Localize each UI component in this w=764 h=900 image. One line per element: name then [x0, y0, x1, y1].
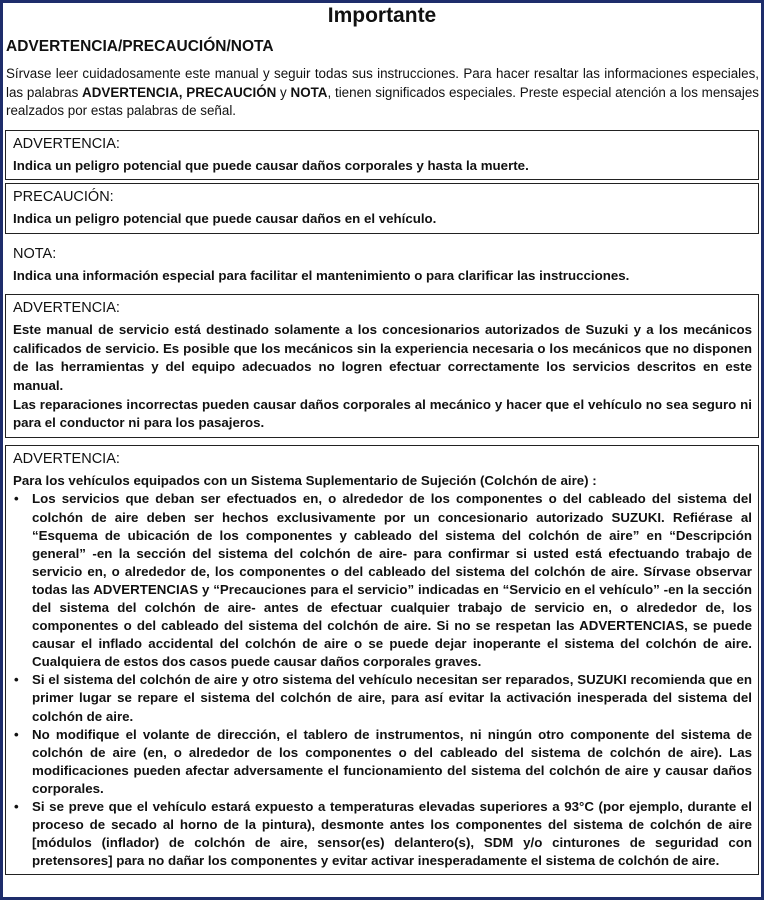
note-box: [5, 240, 759, 291]
box-text: Indica una información especial para facilitar el mantenimiento o para clarificar las instrucciones.: [13, 267, 630, 283]
list-item-text: No modifique el volante de dirección, el tablero de instrumentos, ni ningún otro componente del sistema de colchón de aire (en, o alrededor de los componentes o del cableado del sistema de colchón de aire). Las modificaciones pueden afectar adversamente el funcionamiento del sistema del colchón de aire y causar daños corporales.: [32, 726, 752, 796]
section-heading: ADVERTENCIA/PRECAUCIÓN/NOTA: [6, 38, 274, 55]
box-text: Indica un peligro potencial que puede causar daños en el vehículo.: [13, 211, 437, 227]
box-text: [13, 321, 752, 433]
list-item-text: Los servicios que deban ser efectuados en, o alrededor de los componentes o del cableado del sistema del colchón de aire deben ser hechos exclusivamente por un concesionario autorizado SUZUKI. Refiérase al “Esquema de ubicación de los componentes y cableado del sistema del colchón de aire” en “Descripción general” -en la sección del sistema del colchón de aire- para confirmar si usted está efectuando trabajo de servicio en, o alrededor de, los componentes o del cableado del sistema del colchón de aire. Sírvase observar todas las ADVERTENCIAS y “Precauciones para el servicio” indicadas en “Servicio en el vehículo” -en la sección del sistema del colchón de aire- antes de efectuar cualquier trabajo de servicio en, o alrededor de, los componentes o del cableado del sistema del colchón de aire. Si no se respetan las ADVERTENCIAS, se puede causar el inflado accidental del colchón de aire o se puede dejar inoperante el sistema del colchón de aire. Cualquiera de estos dos casos puede causar daños corporales graves.: [32, 491, 752, 670]
intro-keyword-nota: NOTA: [290, 84, 328, 100]
box-heading: ADVERTENCIA:: [13, 450, 120, 467]
bullet-icon: •: [14, 726, 19, 742]
box-heading: PRECAUCIÓN:: [13, 189, 114, 206]
intro-paragraph: [6, 65, 759, 121]
bullet-icon: •: [14, 799, 19, 815]
list-item: [13, 726, 752, 798]
list-item-text: Si el sistema del colchón de aire y otro sistema del vehículo necesitan ser reparados, SUZUKI recomienda que en primer lugar se repare el sistema del colchón de aire, para así evitar la activación inesperada del sistema del colchón de aire.: [32, 672, 752, 724]
box-heading: NOTA:: [13, 245, 57, 262]
box-heading: ADVERTENCIA:: [13, 300, 120, 317]
box-heading: ADVERTENCIA:: [13, 135, 120, 152]
intro-keywords: ADVERTENCIA, PRECAUCIÓN: [82, 84, 277, 100]
intro-text: Sírvase leer cuidadosamente este manual y seguir todas sus instrucciones. Para hacer resaltar las informaciones especiales, las palabras: [6, 66, 759, 100]
warning-box-manual: [5, 294, 759, 438]
page-title: Importante: [327, 4, 437, 27]
warning-box: [5, 130, 759, 181]
list-item: [13, 798, 752, 870]
box-paragraph: Este manual de servicio está destinado solamente a los concesionarios autorizados de Suzuki y a los mecánicos calificados de servicio. Es posible que los mecánicos sin la experiencia necesaria o los mecánicos que no disponen de las herramientas y del equipo adecuados no logren efectuar correctamente los servicios descritos en este manual.: [13, 322, 752, 394]
list-item: [13, 671, 752, 725]
bullet-icon: •: [14, 491, 19, 507]
box-paragraph: Las reparaciones incorrectas pueden causar daños corporales al mecánico y hacer que el vehículo no sea seguro ni para el conductor ni para los pasajeros.: [13, 396, 752, 431]
box-text: Indica un peligro potencial que puede causar daños corporales y hasta la muerte.: [13, 157, 529, 173]
bullet-icon: •: [14, 672, 19, 688]
caution-box: [5, 183, 759, 234]
warning-box-airbag: [5, 445, 759, 876]
list-item: [13, 490, 752, 671]
intro-text: , tienen significados especiales. Preste especial atención a los mensajes realzados por estas palabras de señal.: [6, 84, 759, 118]
intro-text: y: [276, 84, 291, 100]
bullet-list: [13, 490, 752, 870]
list-item-text: Si se preve que el vehículo estará expuesto a temperaturas elevadas superiores a 93°C (por ejemplo, durante el proceso de secado al horno de la pintura), desmonte antes los componentes del sistema de colchón de aire [módulos (inflador) de colchón de aire, sensor(es) delantero(s), SDM y/o cinturones de seguridad con pretensores] para no dañar los componentes y evitar activar inesperadamente el sistema de colchón de aire.: [32, 799, 752, 869]
box-lead: Para los vehículos equipados con un Sistema Suplementario de Sujeción (Colchón de aire) :: [13, 472, 597, 488]
